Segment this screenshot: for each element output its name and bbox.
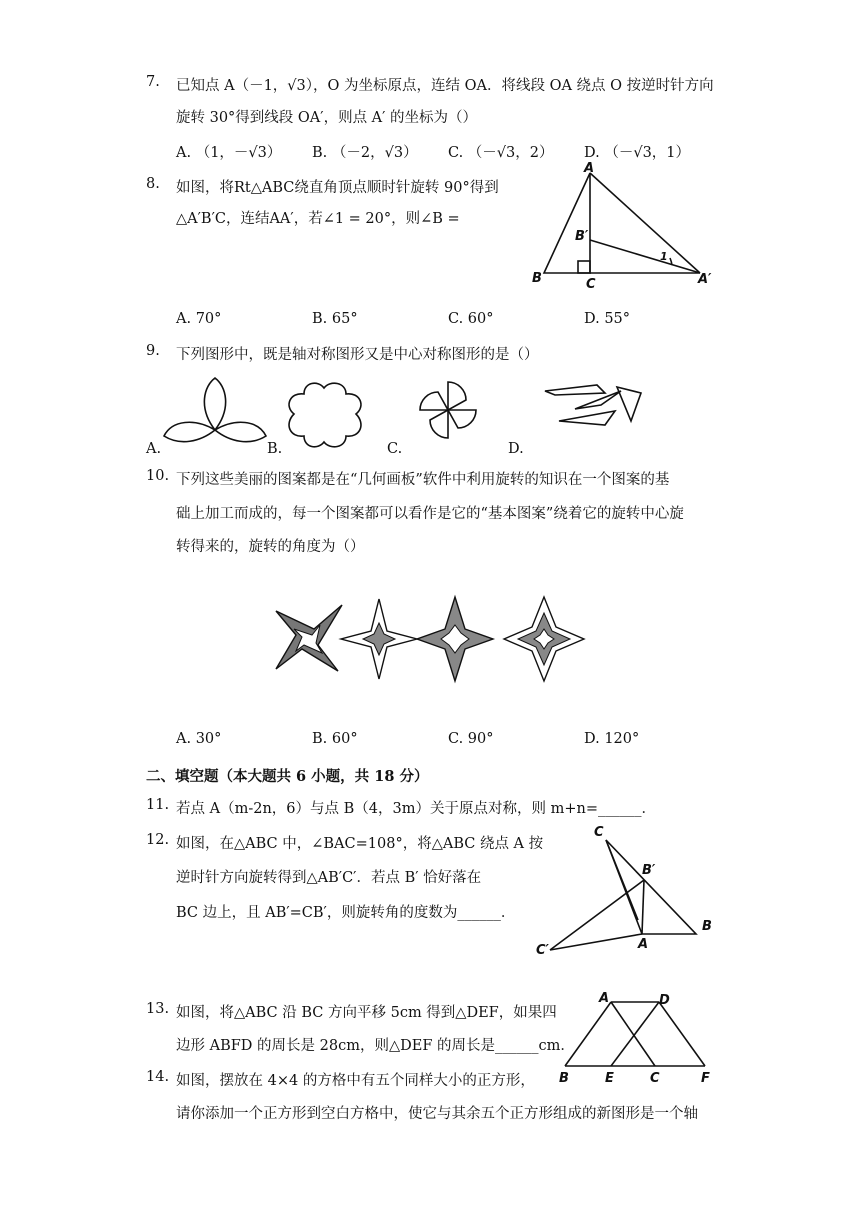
- q13-label-e: E: [605, 1071, 614, 1086]
- q11-line1: 若点 A（m-2n，6）与点 B（4，3m）关于原点对称，则 m+n=______．: [176, 801, 656, 817]
- q8-line2: △A′B′C，连结AA′，若∠1 = 20°，则∠B =: [176, 211, 460, 227]
- q14-number: 14.: [146, 1069, 170, 1085]
- q9-option-a: A.: [146, 441, 162, 457]
- q12-figure: [530, 820, 720, 960]
- q9-figure-b-flower: [284, 380, 368, 450]
- q10-line1: 下列这些美丽的图案都是在“几何画板”软件中利用旋转的知识在一个图案的基: [176, 472, 670, 488]
- q8-label-b: B: [532, 271, 542, 286]
- q13-label-a: A: [599, 991, 610, 1006]
- q13-label-f: F: [701, 1071, 710, 1086]
- q8-label-b-prime: B′: [575, 229, 589, 244]
- q9-line1: 下列图形中，既是轴对称图形又是中心对称图形的是（）: [176, 347, 539, 363]
- q13-line2: 边形 ABFD 的周长是 28cm，则△DEF 的周长是______cm．: [176, 1038, 575, 1054]
- q12-line2: 逆时针方向旋转得到△AB′C′．若点 B′ 恰好落在: [176, 870, 482, 886]
- q7-option-b: B. （－2，√3）: [312, 145, 418, 161]
- q13-label-c: C: [650, 1071, 660, 1086]
- q7-number: 7.: [146, 74, 160, 90]
- q7-line2: 旋转 30°得到线段 OA′，则点 A′ 的坐标为（）: [176, 110, 478, 126]
- q8-figure: [520, 160, 720, 295]
- q10-line3: 转得来的，旋转的角度为（）: [176, 539, 365, 555]
- q13-number: 13.: [146, 1001, 170, 1017]
- q12-label-c-prime: C′: [536, 943, 549, 958]
- q8-number: 8.: [146, 176, 160, 192]
- q7-option-c: C. （－√3，2）: [448, 145, 554, 161]
- q9-figure-d-triangles: [545, 383, 645, 428]
- q9-option-b: B.: [267, 441, 283, 457]
- q13-line1: 如图，将△ABC 沿 BC 方向平移 5cm 得到△DEF，如果四: [176, 1005, 557, 1021]
- q8-option-d: D. 55°: [584, 311, 631, 327]
- q10-option-a: A. 30°: [176, 731, 222, 747]
- q10-option-c: C. 90°: [448, 731, 494, 747]
- q7-option-a: A. （1，－√3）: [176, 145, 282, 161]
- q12-label-a: A: [638, 937, 649, 952]
- q12-label-c: C: [594, 825, 604, 840]
- q8-option-a: A. 70°: [176, 311, 222, 327]
- q12-line3: BC 边上，且 AB′=CB′，则旋转角的度数为______．: [176, 905, 516, 921]
- q7-line1: 已知点 A（－1，√3），O 为坐标原点，连结 OA．将线段 OA 绕点 O 按逆时针方向: [176, 78, 714, 94]
- q12-number: 12.: [146, 832, 170, 848]
- q8-option-c: C. 60°: [448, 311, 494, 327]
- q8-label-a-prime: A′: [698, 272, 712, 287]
- q14-line2: 请你添加一个正方形到空白方格中，使它与其余五个正方形组成的新图形是一个轴: [176, 1106, 698, 1122]
- q12-label-b: B: [702, 919, 712, 934]
- q10-number: 10.: [146, 468, 170, 484]
- q10-line2: 础上加工而成的，每一个图案都可以看作是它的“基本图案”绕着它的旋转中心旋: [176, 506, 684, 522]
- q8-option-b: B. 65°: [312, 311, 358, 327]
- section-2-heading: 二、填空题（本大题共 6 小题，共 18 分）: [146, 768, 429, 785]
- q12-label-b-prime: B′: [642, 863, 656, 878]
- q8-label-a: A: [584, 161, 595, 176]
- q11-number: 11.: [146, 797, 170, 813]
- q10-option-d: D. 120°: [584, 731, 640, 747]
- q7-option-d: D. （－√3，1）: [584, 145, 691, 161]
- q8-line1: 如图，将Rt△ABC绕直角顶点顺时针旋转 90°得到: [176, 180, 499, 196]
- q9-number: 9.: [146, 343, 160, 359]
- q14-line1: 如图，摆放在 4×4 的方格中有五个同样大小的正方形，: [176, 1073, 535, 1089]
- q9-option-d: D.: [508, 441, 524, 457]
- q13-label-d: D: [659, 993, 670, 1008]
- q13-label-b: B: [559, 1071, 569, 1086]
- q13-figure: [555, 990, 725, 1090]
- q9-option-c: C.: [387, 441, 403, 457]
- q12-line1: 如图，在△ABC 中，∠BAC=108°，将△ABC 绕点 A 按: [176, 836, 544, 852]
- q9-figure-a-trefoil: [160, 378, 270, 448]
- q8-label-angle-1: 1: [660, 250, 668, 263]
- q9-figure-c-pinwheel: [408, 380, 488, 440]
- q10-star-patterns: [272, 595, 592, 680]
- q8-label-c: C: [586, 277, 596, 292]
- q10-option-b: B. 60°: [312, 731, 358, 747]
